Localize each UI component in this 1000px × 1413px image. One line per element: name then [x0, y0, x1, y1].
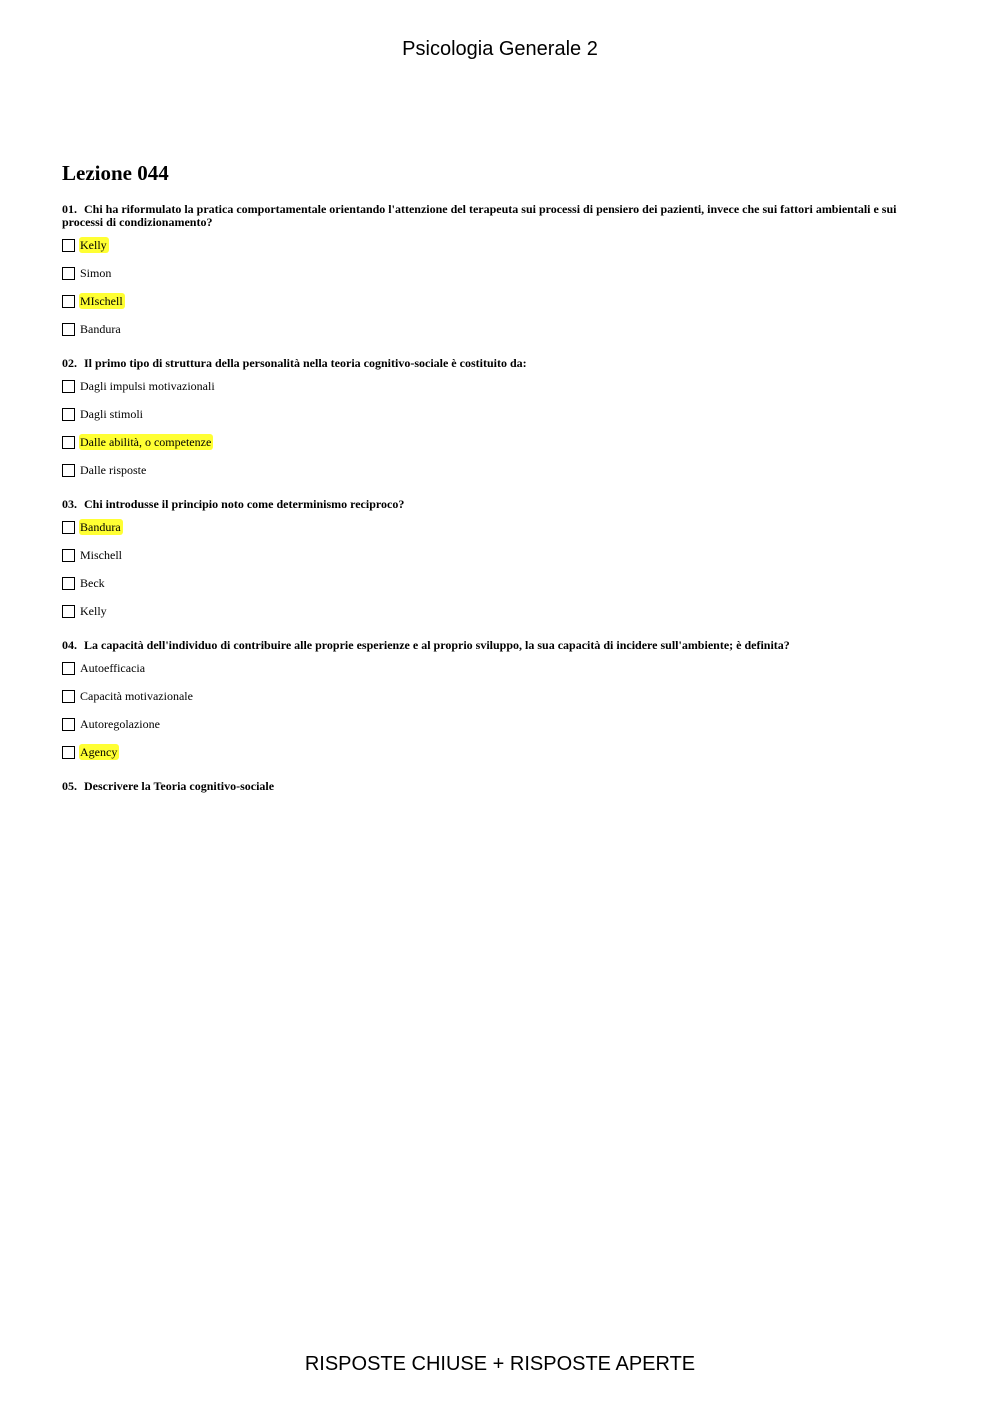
option-label: Dagli stimoli — [80, 407, 143, 421]
answer-option[interactable] — [62, 292, 938, 310]
option-label: Dalle risposte — [80, 463, 147, 477]
checkbox[interactable] — [62, 605, 75, 618]
quiz-content — [62, 160, 938, 812]
question-number: 01. — [62, 202, 77, 216]
question — [62, 357, 938, 479]
question-number: 05. — [62, 779, 77, 793]
answer-option[interactable] — [62, 433, 938, 451]
option-label: Simon — [80, 266, 112, 280]
lesson-title: Lezione 044 — [62, 161, 169, 185]
checkbox[interactable] — [62, 746, 75, 759]
checkbox[interactable] — [62, 295, 75, 308]
answer-option[interactable] — [62, 405, 938, 423]
checkbox[interactable] — [62, 239, 75, 252]
answer-option[interactable] — [62, 377, 938, 395]
question-body: Il primo tipo di struttura della personalità nella teoria cognitivo-sociale è costituito da: — [84, 356, 527, 370]
answer-option[interactable] — [62, 659, 938, 677]
option-label: Kelly — [80, 238, 107, 252]
answer-option[interactable] — [62, 715, 938, 733]
option-label: MIschell — [80, 294, 123, 308]
answer-option[interactable] — [62, 743, 938, 761]
answer-option[interactable] — [62, 461, 938, 479]
option-label: Bandura — [80, 322, 121, 336]
checkbox[interactable] — [62, 549, 75, 562]
question-open — [62, 780, 938, 793]
question-number: 04. — [62, 638, 77, 652]
page-footer: RISPOSTE CHIUSE + RISPOSTE APERTE — [304, 1353, 696, 1375]
question-text — [62, 498, 938, 511]
answer-option[interactable] — [62, 602, 938, 620]
answer-option[interactable] — [62, 546, 938, 564]
answer-option[interactable] — [62, 320, 938, 338]
answer-option[interactable] — [62, 264, 938, 282]
question-text — [62, 639, 938, 652]
answer-option[interactable] — [62, 518, 938, 536]
checkbox[interactable] — [62, 408, 75, 421]
question-text — [62, 780, 938, 793]
option-label: Capacità motivazionale — [80, 689, 193, 703]
checkbox[interactable] — [62, 464, 75, 477]
question-body: Chi introdusse il principio noto come determinismo reciproco? — [84, 497, 405, 511]
checkbox[interactable] — [62, 436, 75, 449]
checkbox[interactable] — [62, 323, 75, 336]
question-text — [62, 203, 938, 229]
question-number: 03. — [62, 497, 77, 511]
checkbox[interactable] — [62, 718, 75, 731]
answer-option[interactable] — [62, 574, 938, 592]
checkbox[interactable] — [62, 380, 75, 393]
question-number: 02. — [62, 356, 77, 370]
option-label: Autoefficacia — [80, 661, 146, 675]
checkbox[interactable] — [62, 662, 75, 675]
option-label: Beck — [80, 576, 105, 590]
question-body: Descrivere la Teoria cognitivo-sociale — [84, 779, 275, 793]
option-label: Kelly — [80, 604, 107, 618]
question — [62, 639, 938, 761]
page-header: Psicologia Generale 2 — [402, 38, 598, 60]
option-label: Agency — [80, 745, 118, 759]
option-label: Dagli impulsi motivazionali — [80, 379, 215, 393]
checkbox[interactable] — [62, 521, 75, 534]
checkbox[interactable] — [62, 577, 75, 590]
answer-option[interactable] — [62, 687, 938, 705]
checkbox[interactable] — [62, 690, 75, 703]
option-label: Autoregolazione — [80, 717, 160, 731]
question-body: La capacità dell'individuo di contribuire alle proprie esperienze e al proprio sviluppo, la sua capacità di incidere sull'ambiente; è definita? — [84, 638, 790, 652]
answer-option[interactable] — [62, 236, 938, 254]
question-body: Chi ha riformulato la pratica comportamentale orientando l'attenzione del terapeuta sui processi di pensiero dei pazienti, invece che sui fattori ambientali e sui processi di condizionamento? — [62, 202, 897, 229]
option-label: Bandura — [80, 520, 121, 534]
option-label: Dalle abilità, o competenze — [80, 435, 212, 449]
question — [62, 498, 938, 620]
checkbox[interactable] — [62, 267, 75, 280]
option-label: Mischell — [80, 548, 122, 562]
question — [62, 203, 938, 338]
question-text — [62, 357, 938, 370]
